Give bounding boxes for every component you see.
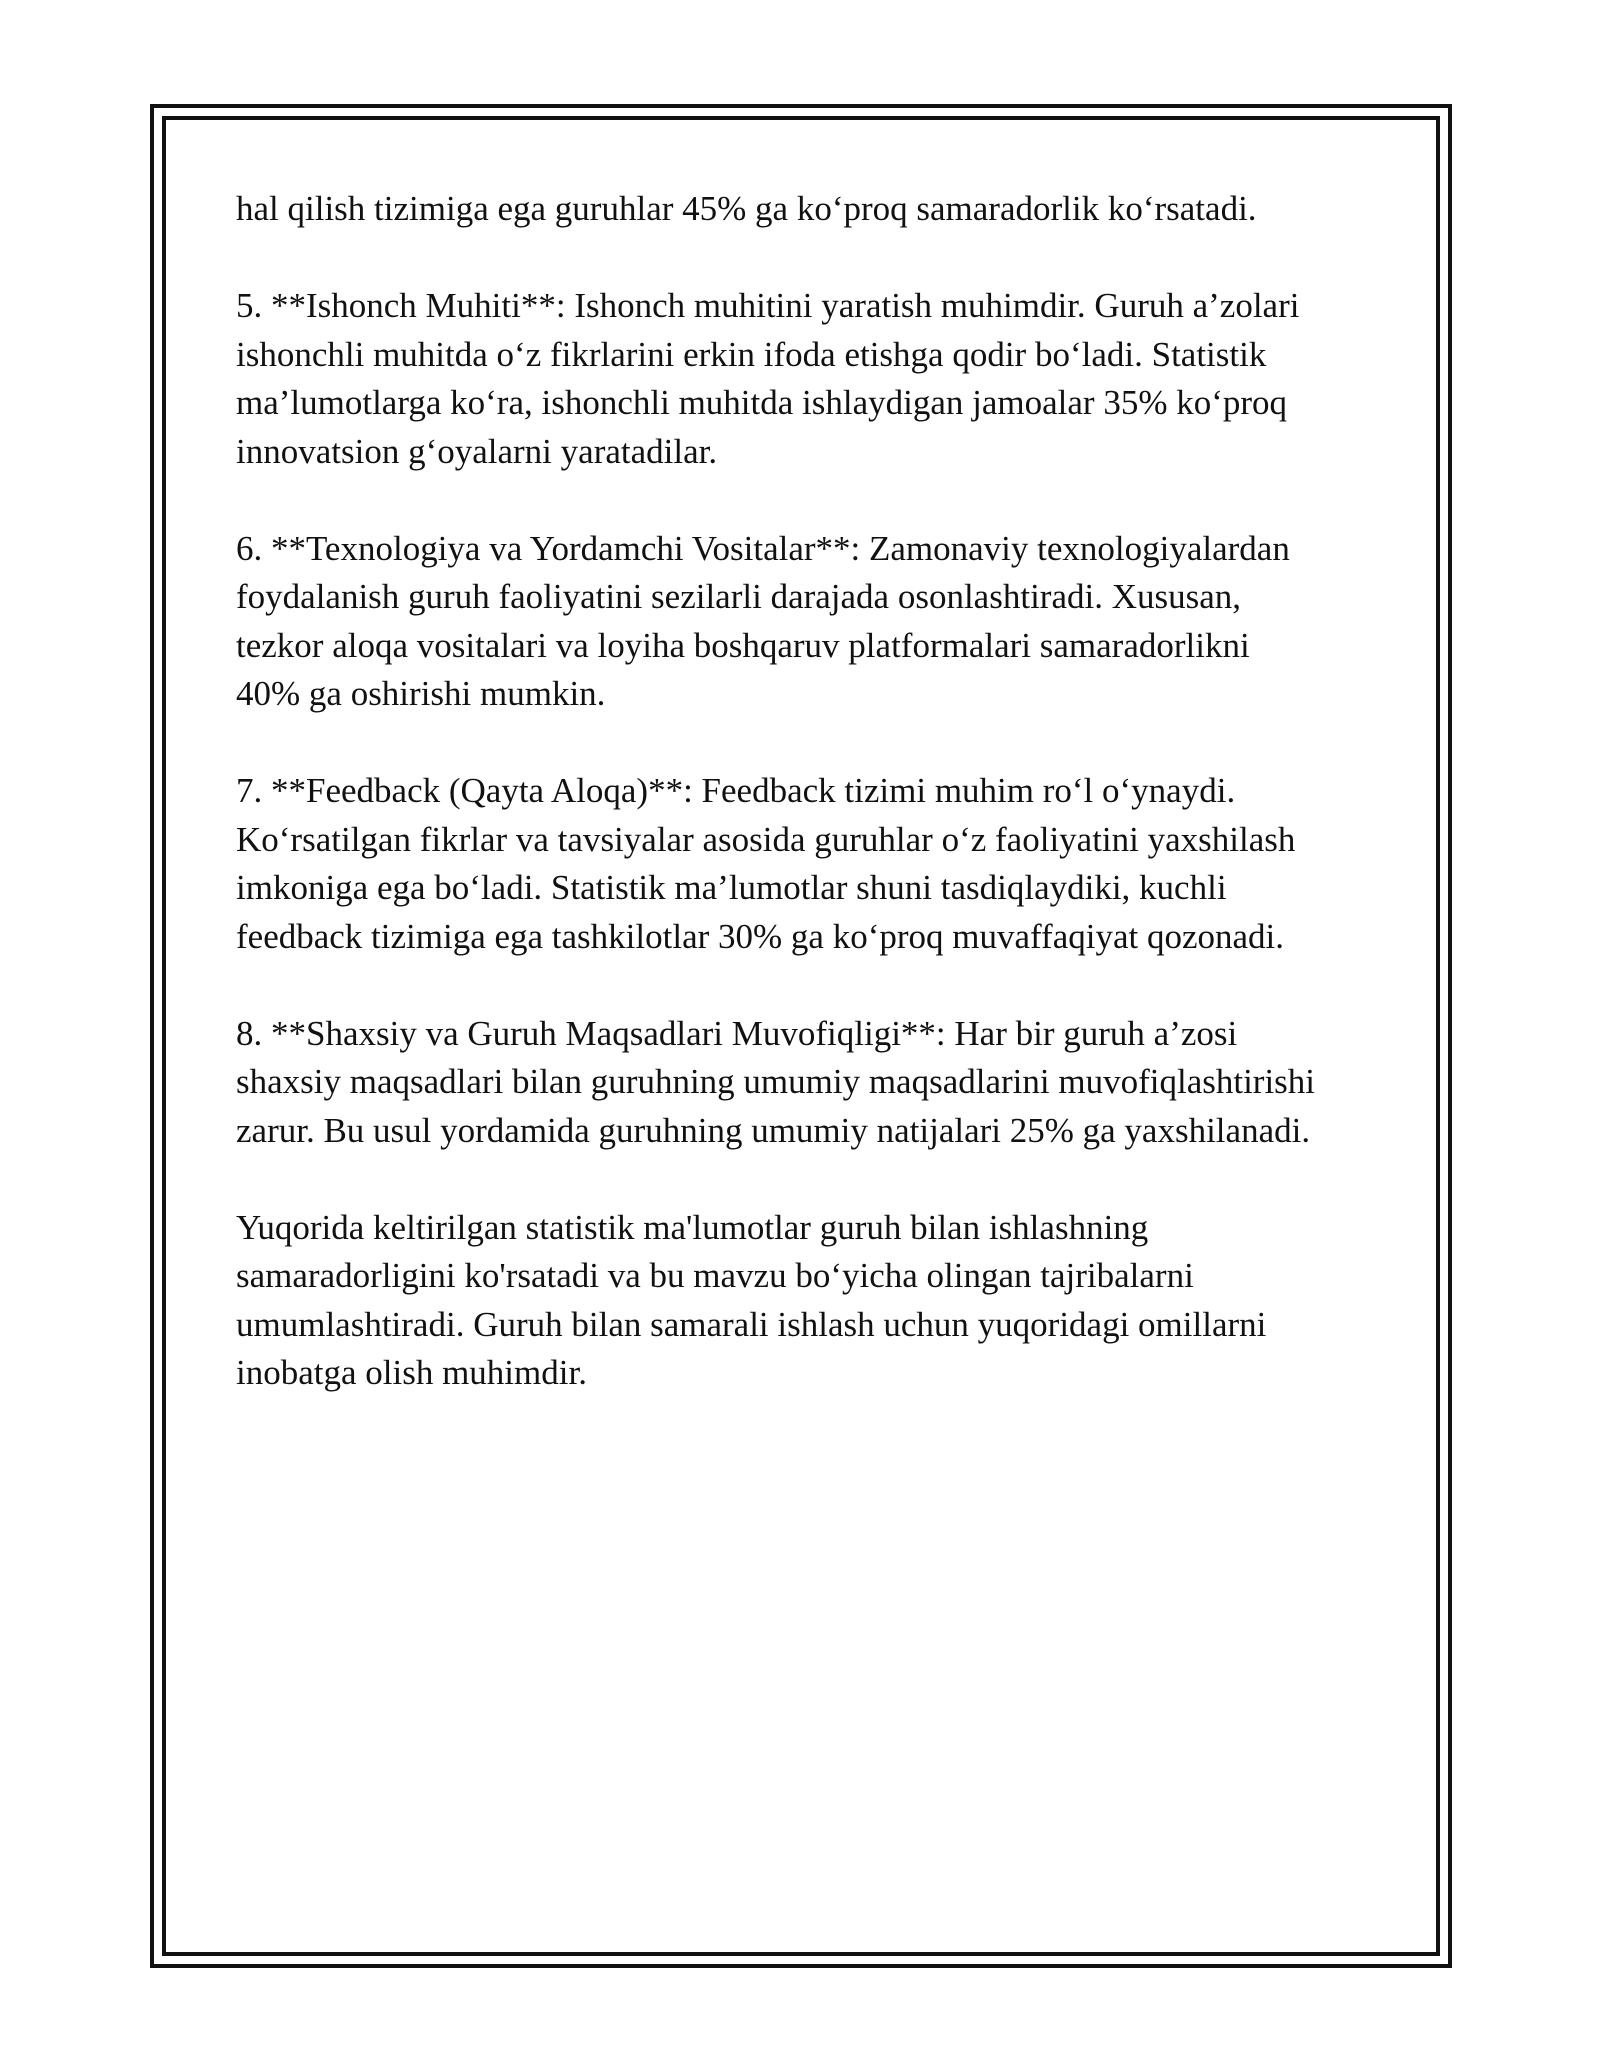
paragraph-conclusion [236, 1204, 1386, 1398]
text-line: umumlashtiradi. Guruh bilan samarali ishlash uchun yuqoridagi omillarni [236, 1304, 1267, 1344]
text-line: samaradorligini ko'rsatadi va bu mavzu bo‘yicha olingan tajribalarni [236, 1256, 1194, 1295]
paragraph-continuation [236, 185, 1386, 234]
text-line: foydalanish guruh faoliyatini sezilarli darajada osonlashtiradi. Xususan, [236, 577, 1242, 616]
text-line: tezkor aloqa vositalari va loyiha boshqaruv platformalari samaradorlikni [236, 625, 1250, 665]
text-line: imkoniga ega bo‘ladi. Statistik ma’lumotlar shuni tasdiqlaydiki, kuchli [236, 868, 1227, 907]
text-line: feedback tizimiga ega tashkilotlar 30% ga ko‘proq muvaffaqiyat qozonadi. [236, 916, 1285, 956]
text-line: inobatga olish muhimdir. [236, 1353, 587, 1392]
paragraph-item-6 [236, 525, 1386, 719]
text-line: ishonchli muhitda o‘z fikrlarini erkin ifoda etishga qodir bo‘ladi. Statistik [236, 334, 1267, 374]
paragraph-item-7 [236, 767, 1386, 961]
text-line: Ko‘rsatilgan fikrlar va tavsiyalar asosida guruhlar o‘z faoliyatini yaxshilash [236, 819, 1296, 859]
text-line: ma’lumotlarga ko‘ra, ishonchli muhitda ishlaydigan jamoalar 35% ko‘proq [236, 383, 1288, 422]
text-line: 40% ga oshirishi mumkin. [236, 674, 606, 713]
paragraph-item-5 [236, 282, 1386, 476]
text-line: 6. **Texnologiya va Yordamchi Vositalar**: Zamonaviy texnologiyalardan [236, 528, 1290, 568]
text-line: hal qilish tizimiga ega guruhlar 45% ga ko‘proq samaradorlik ko‘rsatadi. [236, 189, 1257, 228]
text-line: Yuqorida keltirilgan statistik ma'lumotlar guruh bilan ishlashning [236, 1207, 1149, 1247]
text-line: 5. **Ishonch Muhiti**: Ishonch muhitini yaratish muhimdir. Guruh a’zolari [236, 286, 1300, 325]
document-body [236, 185, 1386, 1446]
text-line: innovatsion g‘oyalarni yaratadilar. [236, 431, 718, 471]
text-line: 7. **Feedback (Qayta Aloqa)**: Feedback tizimi muhim ro‘l o‘ynaydi. [236, 771, 1236, 810]
text-line: shaxsiy maqsadlari bilan guruhning umumiy maqsadlarini muvofiqlashtirishi [236, 1062, 1316, 1101]
text-line: 8. **Shaxsiy va Guruh Maqsadlari Muvofiqligi**: Har bir guruh a’zosi [236, 1013, 1238, 1053]
paragraph-item-8 [236, 1010, 1386, 1156]
text-line: zarur. Bu usul yordamida guruhning umumiy natijalari 25% ga yaxshilanadi. [236, 1110, 1311, 1150]
